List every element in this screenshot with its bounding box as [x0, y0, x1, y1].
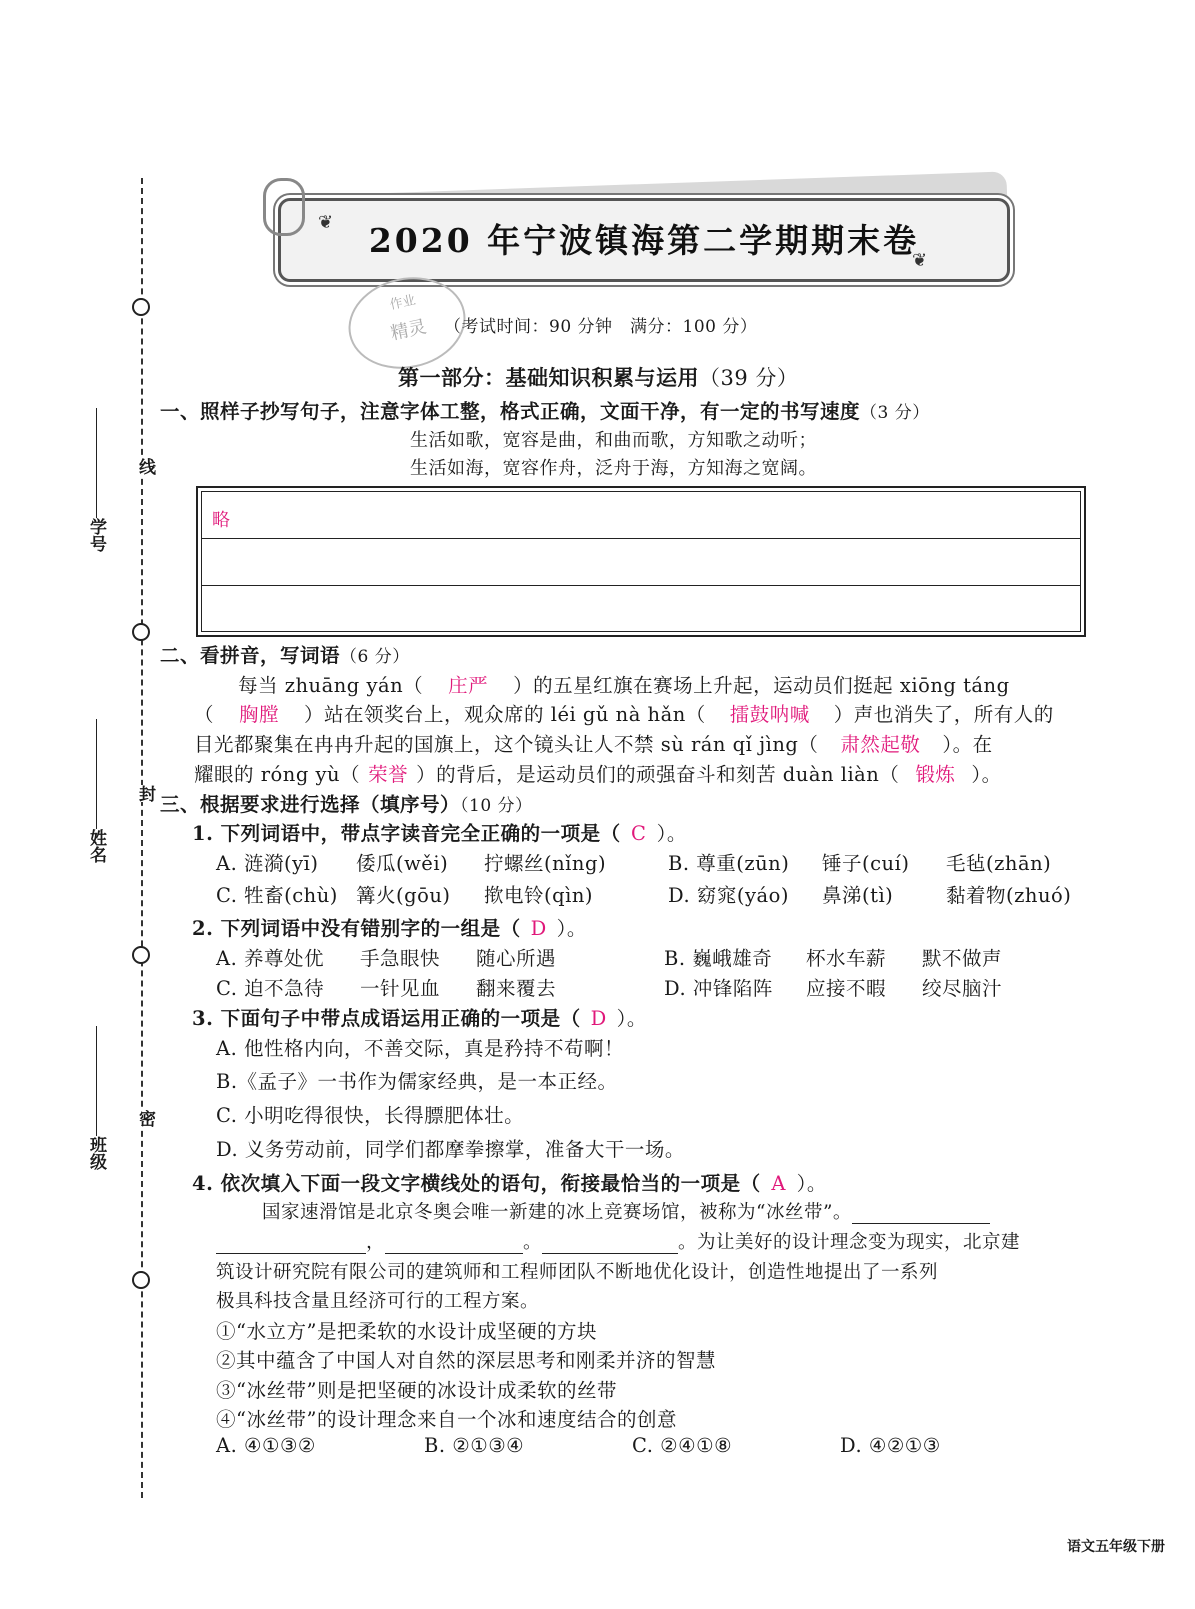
footer-book-label: 语文五年级下册 — [1067, 1539, 1165, 1555]
q2-stem: 2. 下列词语中没有错别字的一组是（ D ）。 — [192, 917, 587, 940]
student-no-blank[interactable] — [96, 408, 97, 518]
s2-line2: （ 胸膛 ）站在领奖台上，观众席的 léi gǔ nà hǎn（ 擂鼓呐喊 ）声也消失了，所有人的 — [194, 699, 1054, 727]
answer-zhuangyan: 庄严 — [448, 674, 489, 697]
student-no-field[interactable] — [84, 402, 109, 552]
exam-info: （考试时间：90 分钟 满分：100 分） — [444, 317, 758, 337]
q1-option-a: A. 涟漪(yī) — [216, 852, 319, 875]
q3-answer: D — [590, 1007, 607, 1030]
q4-option-d: D. ④②①③ — [840, 1434, 941, 1457]
q4-sentence-1: ①“水立方”是把柔软的水设计成坚硬的方块 — [216, 1320, 597, 1343]
butterfly-icon: ❦ — [912, 250, 928, 271]
q4-blank-4[interactable] — [542, 1253, 678, 1254]
q1-answer: C — [630, 822, 647, 845]
q2-option-c: C. 迫不急待 — [216, 977, 325, 1000]
q3-option-d: D. 义务劳动前，同学们都摩拳擦掌，准备大干一场。 — [216, 1138, 685, 1161]
q3-stem: 3. 下面句子中带点成语运用正确的一项是（ D ）。 — [192, 1007, 647, 1030]
name-label: 姓名 — [86, 829, 106, 863]
class-field[interactable] — [84, 1020, 109, 1170]
q2-answer: D — [530, 917, 547, 940]
student-no-label: 学号 — [86, 518, 106, 552]
name-field[interactable] — [84, 713, 109, 863]
binding-hole — [132, 298, 150, 316]
margin-mi: 密 — [133, 1110, 158, 1127]
s1-heading: 一、照样子抄写句子，注意字体工整，格式正确，文面干净，有一定的书写速度（3 分） — [160, 400, 930, 423]
q4-stem: 4. 依次填入下面一段文字横线处的语句，衔接最恰当的一项是（ A ）。 — [192, 1172, 827, 1195]
q4-answer: A — [771, 1172, 786, 1195]
binding-hole — [132, 946, 150, 964]
q4-option-b: B. ②①③④ — [424, 1434, 525, 1457]
copy-writing-box[interactable] — [196, 486, 1086, 637]
q3-option-b: B.《孟子》一书作为儒家经典，是一本正经。 — [216, 1070, 618, 1093]
q4-passage-line3: 筑设计研究院有限公司的建筑师和工程师团队不断地优化设计，创造性地提出了一系列 — [216, 1262, 939, 1283]
s2-line1: 每当 zhuāng yán（ 庄严 ）的五星红旗在赛场上升起，运动员们挺起 xiōng táng — [238, 670, 1010, 698]
q4-sentence-3: ③“冰丝带”则是把坚硬的冰设计成柔软的丝带 — [216, 1379, 617, 1402]
answer-xiongtang: 胸膛 — [239, 703, 280, 726]
q1-option-d: D. 窈窕(yáo) — [668, 884, 789, 907]
s2-line4: 耀眼的 róng yù（ 荣誉 ）的背后，是运动员们的顽强奋斗和刻苦 duàn liàn（ 锻炼 ）。 — [194, 759, 1002, 787]
class-blank[interactable] — [96, 1026, 97, 1136]
q1-option-b: B. 尊重(zūn) — [668, 852, 790, 875]
q4-sentence-2: ②其中蕴含了中国人对自然的深层思考和刚柔并济的智慧 — [216, 1349, 717, 1372]
answer-leigunahan: 擂鼓呐喊 — [729, 703, 810, 726]
margin-xian: 线 — [133, 458, 158, 475]
answer-suranqijing: 肃然起敬 — [840, 733, 921, 756]
q1-option-c: C. 牲畜(chù) — [216, 884, 338, 907]
title-banner — [278, 198, 1010, 282]
q3-option-a: A. 他性格内向，不善交际，真是矜持不苟啊！ — [216, 1037, 624, 1060]
binding-dashed-line — [141, 178, 143, 1498]
q4-option-c: C. ②④①⑧ — [632, 1434, 733, 1457]
s1-answer: 略 — [212, 510, 231, 531]
name-blank[interactable] — [96, 719, 97, 829]
q2-option-d: D. 冲锋陷阵 — [664, 977, 773, 1000]
s2-line3: 目光都聚集在冉冉升起的国旗上，这个镜头让人不禁 sù rán qǐ jìng（ 肃然起敬 ）。在 — [194, 729, 993, 757]
q2-option-a: A. 养尊处优 — [216, 947, 324, 970]
margin-feng: 封 — [133, 785, 158, 802]
s1-sample-line2: 生活如海，宽容作舟，泛舟于海，方知海之宽阔。 — [410, 458, 817, 479]
q4-passage-line1: 国家速滑馆是北京冬奥会唯一新建的冰上竞赛场馆，被称为“冰丝带”。 — [262, 1198, 990, 1224]
class-label: 班级 — [86, 1136, 106, 1170]
q4-option-a: A. ④①③② — [216, 1434, 316, 1457]
answer-rongyu: 荣誉 — [368, 763, 409, 786]
butterfly-icon: ❦ — [318, 212, 334, 233]
watermark-stamp: 作业 精灵 — [340, 267, 474, 380]
q3-option-c: C. 小明吃得很快，长得膘肥体壮。 — [216, 1104, 525, 1127]
binding-hole — [132, 623, 150, 641]
s2-heading: 二、看拼音，写词语（6 分） — [160, 644, 410, 667]
q4-passage-line4: 极具科技含量且经济可行的工程方案。 — [216, 1291, 540, 1312]
s3-heading: 三、根据要求进行选择（填序号）（10 分） — [160, 793, 533, 816]
q2-option-b: B. 巍峨雄奇 — [664, 947, 773, 970]
binding-hole — [132, 1271, 150, 1289]
q4-blank-1[interactable] — [852, 1223, 990, 1224]
q1-stem: 1. 下列词语中，带点字读音完全正确的一项是（ C ）。 — [192, 822, 687, 845]
page-title: 2020 年宁波镇海第二学期期末卷 — [368, 221, 920, 260]
answer-duanlian: 锻炼 — [915, 763, 956, 786]
q4-sentence-4: ④“冰丝带”的设计理念来自一个冰和速度结合的创意 — [216, 1408, 677, 1431]
paper-clip-icon — [263, 178, 305, 236]
q4-passage-line2: ， 。 。为让美好的设计理念变为现实，北京建 — [216, 1228, 1020, 1254]
part1-heading: 第一部分：基础知识积累与运用（39 分） — [398, 365, 799, 390]
q4-blank-3[interactable] — [385, 1253, 523, 1254]
q4-blank-2[interactable] — [216, 1253, 366, 1254]
s1-sample-line1: 生活如歌，宽容是曲，和曲而歌，方知歌之动听； — [410, 430, 817, 451]
